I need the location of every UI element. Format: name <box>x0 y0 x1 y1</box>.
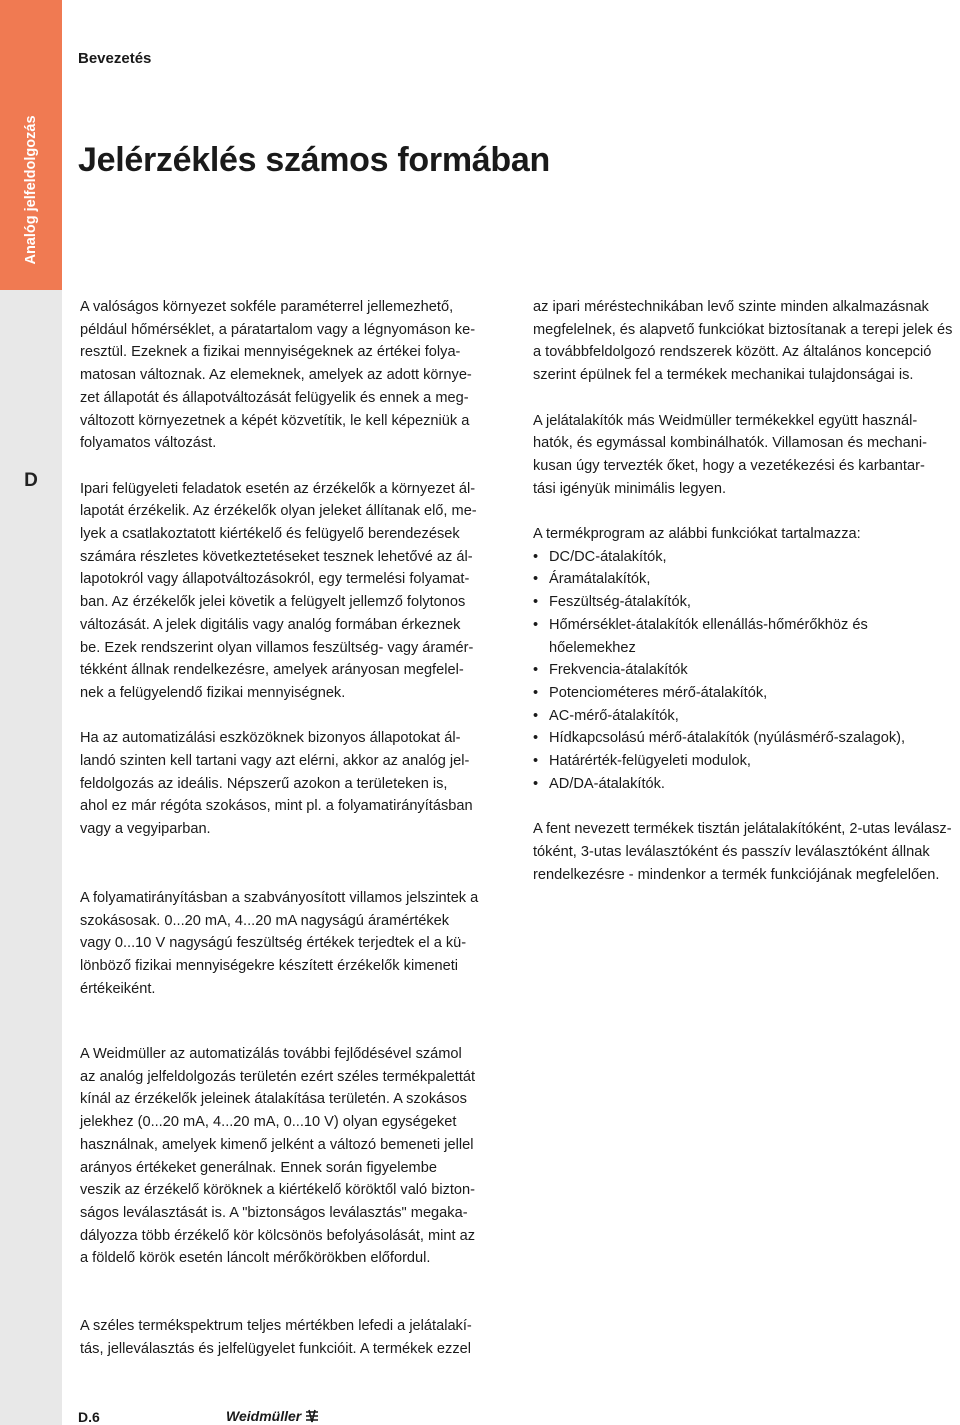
product-list-item: • Hőmérséklet-átalakítók ellenállás-hőmérőkhöz és hőelemekhez <box>533 614 960 659</box>
product-list-item: • Potenciométeres mérő-átalakítók, <box>533 682 960 705</box>
product-list-item: • Áramátalakítók, <box>533 568 960 591</box>
product-list-item: • Feszültség-átalakítók, <box>533 591 960 614</box>
right-paragraph-2: A jelátalakítók más Weidmüller termékekkel együtt használ- hatók, és egymással kombinálhatók. Villamosan és mechani- kusan úgy tervezték őket, hogy a vezetékezési és karbantar- tási igényük minimális legyen. <box>533 412 927 497</box>
bottom-paragraph-2: A széles termékspektrum teljes mértékben lefedi a jelátalakí- tás, jelleválasztás és jelfelügyelet funkcióit. A termékek ezzel <box>80 1318 472 1357</box>
product-list-intro: A termékprogram az alábbi funkciókat tartalmazza: <box>533 526 861 542</box>
product-list-item: • AD/DA-átalakítók. <box>533 773 960 796</box>
bottom-paragraph-1-block <box>80 1043 512 1270</box>
product-list-item: • AC-mérő-átalakítók, <box>533 705 960 728</box>
left-paragraph-4: A folyamatirányításban a szabványosított villamos jelszintek a szokásosak. 0...20 mA, 4...20 mA nagyságú áramértékek vagy 0...10 V nagyságú feszültség értékek terjedtek el a kü- lönböző fizikai mennyiségekre készített érzékelők kimeneti értékeiként. <box>80 889 479 997</box>
product-list-item: • Hídkapcsolású mérő-átalakítók (nyúlásmérő-szalagok), <box>533 727 960 750</box>
sidebar-color-band <box>0 0 62 290</box>
bottom-paragraph-1: A Weidmüller az automatizálás további fejlődésével számol az analóg jelfeldolgozás területén ezért széles termékpalettát kínál az érzékelők jeleinek átalakítása területén. A szokásos jelekhez (0...20 mA, 4...20 mA, 0...10 V) olyan egységeket használnak, amelyek kimenő jelként a változó bemeneti jellel arányos értékeket generálnak. Ennek során figyelembe veszik az érzékelő köröknek a kiértékelő köröktől való bizton- ságos leválasztását is. A "biztonságos leválasztás" megaka- dályozza több érzékelő kör kölcsönös befolyásolását, mint az a földelő körök esetén láncolt mérőkörökben előfordul. <box>80 1046 476 1267</box>
page-title: Jelérzéklés számos formában <box>78 141 550 179</box>
right-paragraph-3: A fent nevezett termékek tisztán jelátalakítóként, 2-utas leválasz- tóként, 3-utas leválasztóként és passzív leválasztóként állnak rendelkezésre - mindenkor a termék funkciójának megfelelően. <box>533 821 952 883</box>
weidmueller-logo-icon <box>305 1409 319 1423</box>
page-number: D.6 <box>78 1409 100 1425</box>
sidebar-chapter-label: Analóg jelfeldolgozás <box>23 115 39 265</box>
brand-logo <box>226 1408 319 1424</box>
product-list <box>533 546 960 796</box>
left-paragraph-2: Ipari felügyeleti feladatok esetén az érzékelők a környezet ál- lapotát érzékelik. Az érzékelők olyan jeleket állítanak elő, me- lyek a csatlakoztatott kiértékelő és felügyelő berendezések számára részletes következtetéseket tesznek lehetővé az ál- lapotokról vagy állapotváltozásokról, egy termelési folyamat- ban. Az érzékelők jelei követik a felügyelt jellemző folytonos változását. A jelek digitális vagy analóg formában érkeznek be. Ezek rendszerint olyan villamos feszültség- vagy áramér- tékként állnak rendelkezésre, amelyek arányosan megfelel- nek a felügyelendő fizikai mennyiségnek. <box>80 480 477 701</box>
left-paragraph-1: A valóságos környezet sokféle paraméterrel jellemezhető, például hőmérséklet, a páratartalom vagy a légnyomáson ke- resztül. Ezeknek a fizikai mennyiségeknek az értékei folya- matosan változnak. Az elemeknek, amelyek az adott környe- zet állapotát és állapotváltozását felügyelik és ennek a meg- változott környezetnek a képét közvetítik, le kell képezniük a folyamatos változást. <box>80 299 476 452</box>
right-paragraph-1: az ipari méréstechnikában levő szinte minden alkalmazásnak megfelelnek, és alapvető funkciókat biztosítanak a terepi jelek és a továbbfeldolgozó rendszerek között. Az általános koncepció szerint épülnek fel a termékek mechanikai tulajdonságai is. <box>533 299 953 384</box>
right-column <box>533 296 960 886</box>
product-list-item: • DC/DC-átalakítók, <box>533 546 960 569</box>
left-column <box>80 296 512 1000</box>
section-label: Bevezetés <box>78 50 152 67</box>
product-list-item: • Frekvencia-átalakítók <box>533 659 960 682</box>
product-list-item: • Határérték-felügyeleti modulok, <box>533 750 960 773</box>
bottom-paragraph-2-block <box>80 1315 512 1360</box>
left-paragraph-3: Ha az automatizálási eszközöknek bizonyos állapotokat ál- landó szinten kell tartani vagy azt elérni, akkor az analóg jel- feldolgozás az ideális. Népszerű azokon a területeken is, ahol ez már régóta szokásos, mint pl. a folyamatirányításban vagy a vegyiparban. <box>80 730 473 838</box>
sidebar-grey-band <box>0 290 62 1425</box>
sidebar-chapter-letter: D <box>24 470 38 491</box>
brand-name: Weidmüller <box>226 1408 302 1424</box>
